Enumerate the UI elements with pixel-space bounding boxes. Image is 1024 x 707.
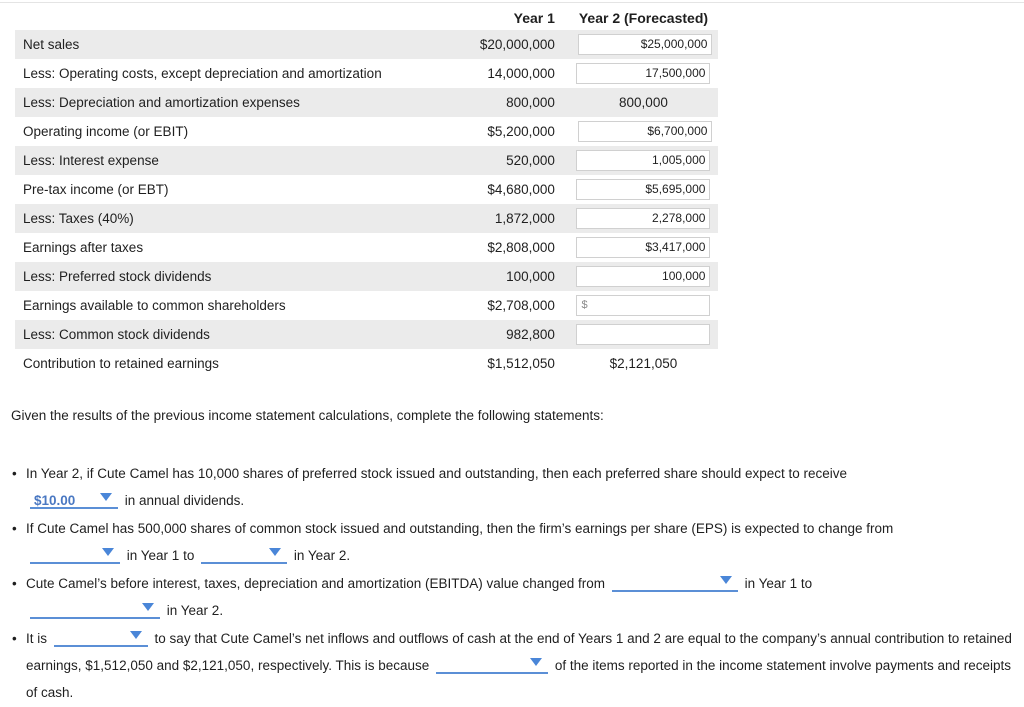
table-row bbox=[15, 204, 718, 233]
year2-input[interactable]: 17,500,000 bbox=[576, 63, 710, 84]
statement-text: If Cute Camel has 500,000 shares of common stock issued and outstanding, then the firm’s earnings per share (EPS) is expected to change from bbox=[26, 521, 894, 536]
year2-cell bbox=[569, 262, 718, 291]
year2-value: 800,000 bbox=[619, 95, 668, 110]
year2-cell bbox=[569, 291, 718, 320]
statement-list bbox=[10, 460, 1015, 707]
year1-column-header: Year 1 bbox=[513, 10, 555, 26]
year2-cell bbox=[569, 30, 718, 59]
row-label: Less: Interest expense bbox=[15, 146, 442, 175]
year2-input[interactable]: $3,417,000 bbox=[576, 237, 710, 258]
table-row bbox=[15, 262, 718, 291]
statement-text: to say that Cute Camel’s net inflows and outflows of cash at the end of Years 1 and 2 are equal to the company’s annual contribution to retained earnings, $1,512,050 and $2,121,050, respectively. This is because bbox=[26, 631, 1012, 673]
year2-input[interactable]: $5,695,000 bbox=[576, 179, 710, 200]
statement-text: in Year 1 to bbox=[126, 548, 195, 563]
row-label: Less: Operating costs, except depreciation and amortization bbox=[23, 66, 382, 81]
top-divider bbox=[0, 2, 1024, 3]
year1-value: 520,000 bbox=[442, 146, 569, 175]
statement-text: It is bbox=[26, 631, 48, 646]
bullet: • bbox=[12, 631, 17, 646]
row-label: Operating income (or EBIT) bbox=[23, 124, 189, 139]
statement-ebitda-change bbox=[10, 570, 1015, 624]
year2-input[interactable]: 1,005,000 bbox=[576, 150, 710, 171]
row-label: Less: Common stock dividends bbox=[15, 320, 442, 349]
cash-flow-reason-dropdown[interactable] bbox=[436, 655, 548, 674]
year2-cell bbox=[569, 117, 718, 146]
chevron-down-icon bbox=[100, 493, 112, 501]
table-row bbox=[15, 117, 718, 146]
row-label: Contribution to retained earnings bbox=[23, 356, 219, 371]
statement-text: in Year 1 to bbox=[744, 576, 813, 591]
statement-eps-change bbox=[10, 515, 1015, 569]
statement-text: in annual dividends. bbox=[124, 493, 245, 508]
table-row bbox=[15, 320, 718, 349]
year2-input[interactable]: $25,000,000 bbox=[578, 34, 712, 55]
year1-value: $20,000,000 bbox=[442, 30, 569, 59]
year2-input[interactable]: $ bbox=[576, 295, 710, 316]
table-header-row bbox=[15, 6, 718, 30]
ebitda-year1-dropdown[interactable] bbox=[612, 573, 738, 592]
row-label: Pre-tax income (or EBT) bbox=[23, 182, 169, 197]
table-row bbox=[15, 349, 718, 378]
chevron-down-icon bbox=[269, 548, 281, 556]
chevron-down-icon bbox=[142, 603, 154, 611]
year1-value: 14,000,000 bbox=[487, 66, 555, 81]
row-label: Earnings available to common shareholders bbox=[23, 298, 286, 313]
bullet: • bbox=[12, 466, 17, 481]
instructions-text: Given the results of the previous income statement calculations, complete the following statements: bbox=[11, 408, 604, 423]
ebitda-year2-dropdown[interactable] bbox=[30, 600, 160, 619]
year2-cell bbox=[569, 146, 718, 175]
income-statement-table bbox=[15, 6, 718, 378]
table-row bbox=[15, 233, 718, 262]
year1-value: 982,800 bbox=[442, 320, 569, 349]
eps-year2-dropdown[interactable] bbox=[201, 545, 287, 564]
statement-preferred-dividend bbox=[10, 460, 1015, 514]
row-label: Less: Depreciation and amortization expenses bbox=[15, 88, 442, 117]
table-row bbox=[15, 88, 718, 117]
year2-cell bbox=[569, 349, 718, 378]
year2-cell bbox=[569, 175, 718, 204]
year2-cell bbox=[569, 59, 718, 88]
year2-input[interactable]: 2,278,000 bbox=[576, 208, 710, 229]
table-row bbox=[15, 175, 718, 204]
chevron-down-icon bbox=[102, 548, 114, 556]
eps-year1-dropdown[interactable] bbox=[30, 545, 120, 564]
year2-input[interactable]: $6,700,000 bbox=[578, 121, 712, 142]
year1-value: $1,512,050 bbox=[487, 356, 555, 371]
chevron-down-icon bbox=[720, 576, 732, 584]
year2-cell bbox=[569, 204, 718, 233]
year2-cell bbox=[569, 233, 718, 262]
table-row bbox=[15, 30, 718, 59]
statement-text: in Year 2. bbox=[166, 603, 224, 618]
year1-value: 800,000 bbox=[442, 88, 569, 117]
preferred-dividend-dropdown[interactable] bbox=[30, 490, 118, 509]
dropdown-selected-value: $10.00 bbox=[34, 493, 76, 508]
bullet: • bbox=[12, 576, 17, 591]
row-label: Net sales bbox=[15, 30, 442, 59]
year1-value: $5,200,000 bbox=[487, 124, 555, 139]
chevron-down-icon bbox=[130, 631, 142, 639]
bullet: • bbox=[12, 521, 17, 536]
year1-value: $2,708,000 bbox=[487, 298, 555, 313]
statement-text: Cute Camel’s before interest, taxes, depreciation and amortization (EBITDA) value changed from bbox=[26, 576, 606, 591]
table-row bbox=[15, 146, 718, 175]
year1-value: 1,872,000 bbox=[442, 204, 569, 233]
year2-input[interactable] bbox=[576, 324, 710, 345]
year1-value: 100,000 bbox=[442, 262, 569, 291]
statement-text: In Year 2, if Cute Camel has 10,000 shares of preferred stock issued and outstanding, then each preferred share should expect to receive bbox=[26, 466, 848, 481]
year2-cell bbox=[569, 88, 718, 117]
table-row bbox=[15, 59, 718, 88]
label-column-header bbox=[15, 6, 442, 30]
year2-cell bbox=[569, 320, 718, 349]
statement-text: of the items reported in the income statement involve payments and receipts of cash. bbox=[26, 658, 1012, 700]
statement-cash-flow bbox=[10, 625, 1015, 706]
year2-input[interactable]: 100,000 bbox=[576, 266, 710, 287]
year1-value: $2,808,000 bbox=[487, 240, 555, 255]
row-label: Less: Preferred stock dividends bbox=[15, 262, 442, 291]
year1-value: $4,680,000 bbox=[487, 182, 555, 197]
chevron-down-icon bbox=[530, 658, 542, 666]
statement-text: in Year 2. bbox=[293, 548, 351, 563]
row-label: Earnings after taxes bbox=[23, 240, 144, 255]
row-label: Less: Taxes (40%) bbox=[15, 204, 442, 233]
year2-value: $2,121,050 bbox=[609, 356, 678, 371]
cash-flow-assessment-dropdown[interactable] bbox=[54, 628, 148, 647]
year2-column-header: Year 2 (Forecasted) bbox=[578, 10, 709, 26]
table-row bbox=[15, 291, 718, 320]
